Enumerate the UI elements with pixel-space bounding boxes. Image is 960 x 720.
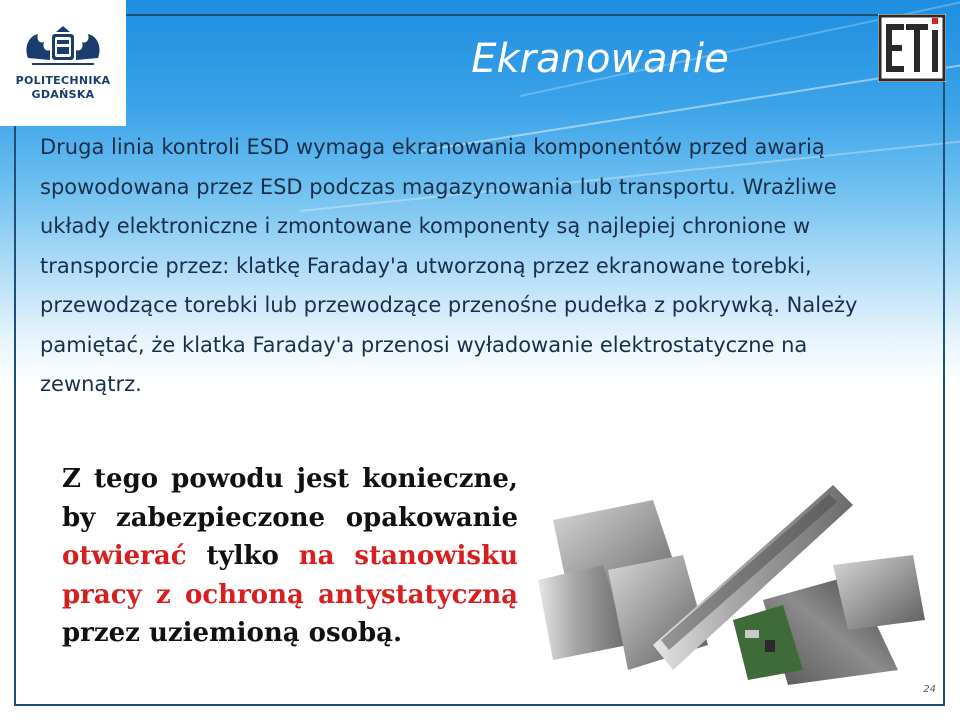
main-paragraph: Druga linia kontroli ESD wymaga ekranowania komponentów przed awarią spowodowana przez ESD podczas magazynowania lub transportu. Wrażliwe układy elektroniczne i zmontowane komponenty są najlepiej chronione w transporcie przez: klatkę Faraday'a utworzoną przez ekranowane torebki, przewodzące torebki lub przewodzące przenośne pudełka z pokrywką. Należy pamiętać, że klatka Faraday'a przenosi wyładowanie elektrostatyczne na zewnątrz. bbox=[40, 135, 858, 396]
note-highlight: otwierać bbox=[62, 541, 187, 572]
antistatic-bags-photo bbox=[533, 470, 929, 700]
logo-line-1: POLITECHNIKA bbox=[15, 74, 111, 87]
politechnika-crest-icon bbox=[22, 24, 104, 70]
note-text: Z tego powodu jest konieczne, by zabezpieczone opakowanie bbox=[62, 464, 518, 533]
university-logo bbox=[0, 0, 126, 126]
note-highlight: na stanowisku pracy z ochroną antystatyczną bbox=[62, 541, 518, 610]
slide-title: Ekranowanie bbox=[471, 36, 729, 82]
frame-border-top bbox=[14, 14, 945, 16]
frame-border-bottom bbox=[14, 704, 945, 706]
frame-border-left bbox=[14, 126, 16, 706]
eti-logo-icon bbox=[878, 14, 946, 82]
note-text: przez uziemioną osobą. bbox=[62, 618, 403, 649]
frame-border-right bbox=[943, 14, 945, 706]
logo-line-2: GDAŃSKA bbox=[31, 88, 95, 101]
note-text: tylko bbox=[186, 541, 299, 572]
page-number: 24 bbox=[923, 684, 936, 695]
bag-shape bbox=[833, 555, 925, 630]
chip bbox=[745, 630, 759, 638]
warning-note bbox=[62, 460, 518, 653]
chip bbox=[765, 640, 775, 652]
